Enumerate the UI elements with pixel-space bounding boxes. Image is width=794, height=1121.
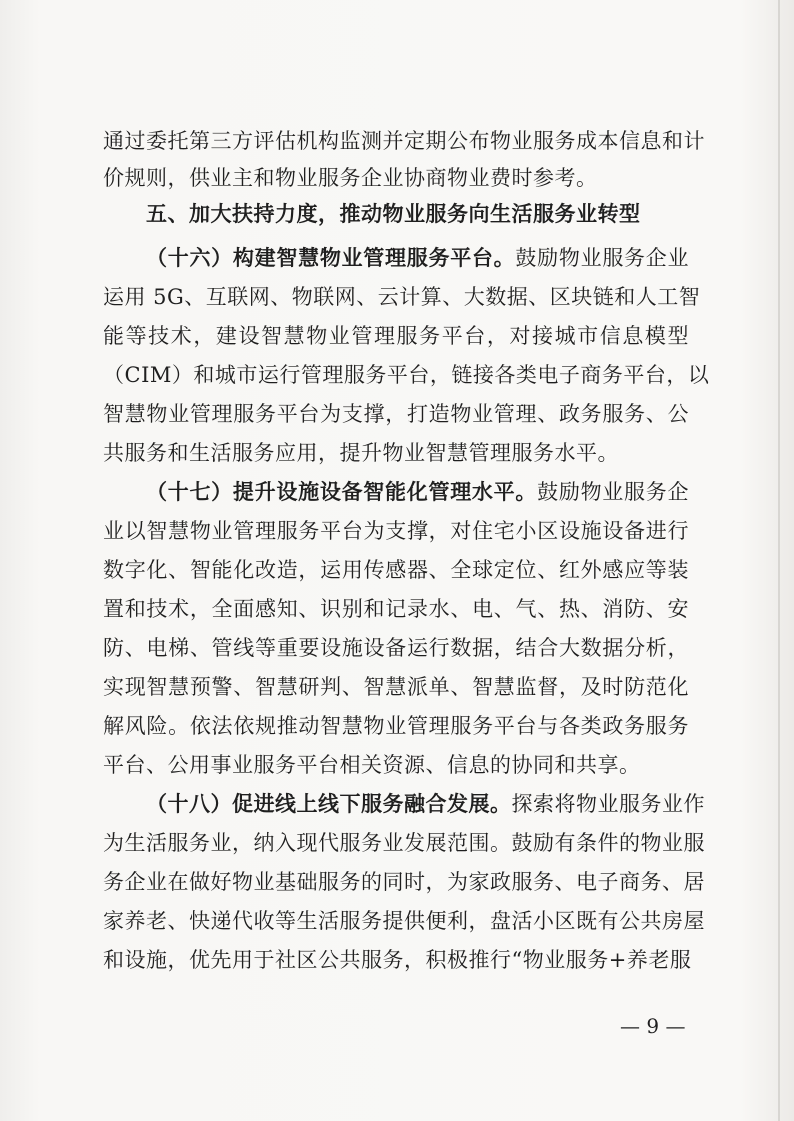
item17-line: 数字化、智能化改造，运用传感器、全球定位、红外感应等装 <box>103 558 689 582</box>
item16-line: （CIM）和城市运行管理服务平台，链接各类电子商务平台，以 <box>103 363 710 387</box>
item18-line: 务企业在做好物业基础服务的同时，为家政服务、电子商务、居 <box>103 870 705 894</box>
intro-line-1: 通过委托第三方评估机构监测并定期公布物业服务成本信息和计 <box>103 129 705 153</box>
item18-first-line <box>146 787 705 821</box>
section-heading: 五、加大扶持力度，推动物业服务向生活服务业转型 <box>146 202 641 226</box>
item17-lead: （十七）提升设施设备智能化管理水平。 <box>146 480 538 504</box>
item16-lead: （十六）构建智慧物业管理服务平台。 <box>146 246 516 270</box>
item17-lead-rest: 鼓励物业服务企 <box>537 480 689 504</box>
item16-lead-rest: 鼓励物业服务企业 <box>515 246 690 270</box>
intro-line-2: 价规则，供业主和物业服务企业协商物业费时参考。 <box>103 166 598 190</box>
item17-line: 防、电梯、管线等重要设施设备运行数据，结合大数据分析， <box>103 636 689 660</box>
item18-lead: （十八）促进线上线下服务融合发展。 <box>146 792 512 816</box>
item17-line: 实现智慧预警、智慧研判、智慧派单、智慧监督，及时防范化 <box>103 675 689 699</box>
item16-line: 智慧物业管理服务平台为支撑，打造物业管理、政务服务、公 <box>103 402 689 426</box>
item17-line: 业以智慧物业管理服务平台为支撑，对住宅小区设施设备进行 <box>103 519 689 543</box>
item17-first-line <box>146 475 689 509</box>
item16-line: 能等技术，建设智慧物业管理服务平台，对接城市信息模型 <box>103 324 689 348</box>
page-number: — 9 — <box>620 1014 686 1038</box>
item18-line: 家养老、快递代收等生活服务提供便利，盘活小区既有公共房屋 <box>103 909 705 933</box>
item18-line: 和设施，优先用于社区公共服务，积极推行“物业服务+养老服 <box>103 948 692 972</box>
page-edge-shadow <box>778 0 780 1121</box>
item16-line: 共服务和生活服务应用，提升物业智慧管理服务水平。 <box>103 441 619 465</box>
item17-line: 平台、公用事业服务平台相关资源、信息的协同和共享。 <box>103 753 641 777</box>
item18-line: 为生活服务业，纳入现代服务业发展范围。鼓励有条件的物业服 <box>103 831 705 855</box>
item18-lead-rest: 探索将物业服务业作 <box>511 792 705 816</box>
item16-line: 运用 5G、互联网、物联网、云计算、大数据、区块链和人工智 <box>103 285 701 309</box>
item17-line: 解风险。依法依规推动智慧物业管理服务平台与各类政务服务 <box>103 714 689 738</box>
item17-line: 置和技术，全面感知、识别和记录水、电、气、热、消防、安 <box>103 597 689 621</box>
item16-first-line <box>146 241 689 275</box>
